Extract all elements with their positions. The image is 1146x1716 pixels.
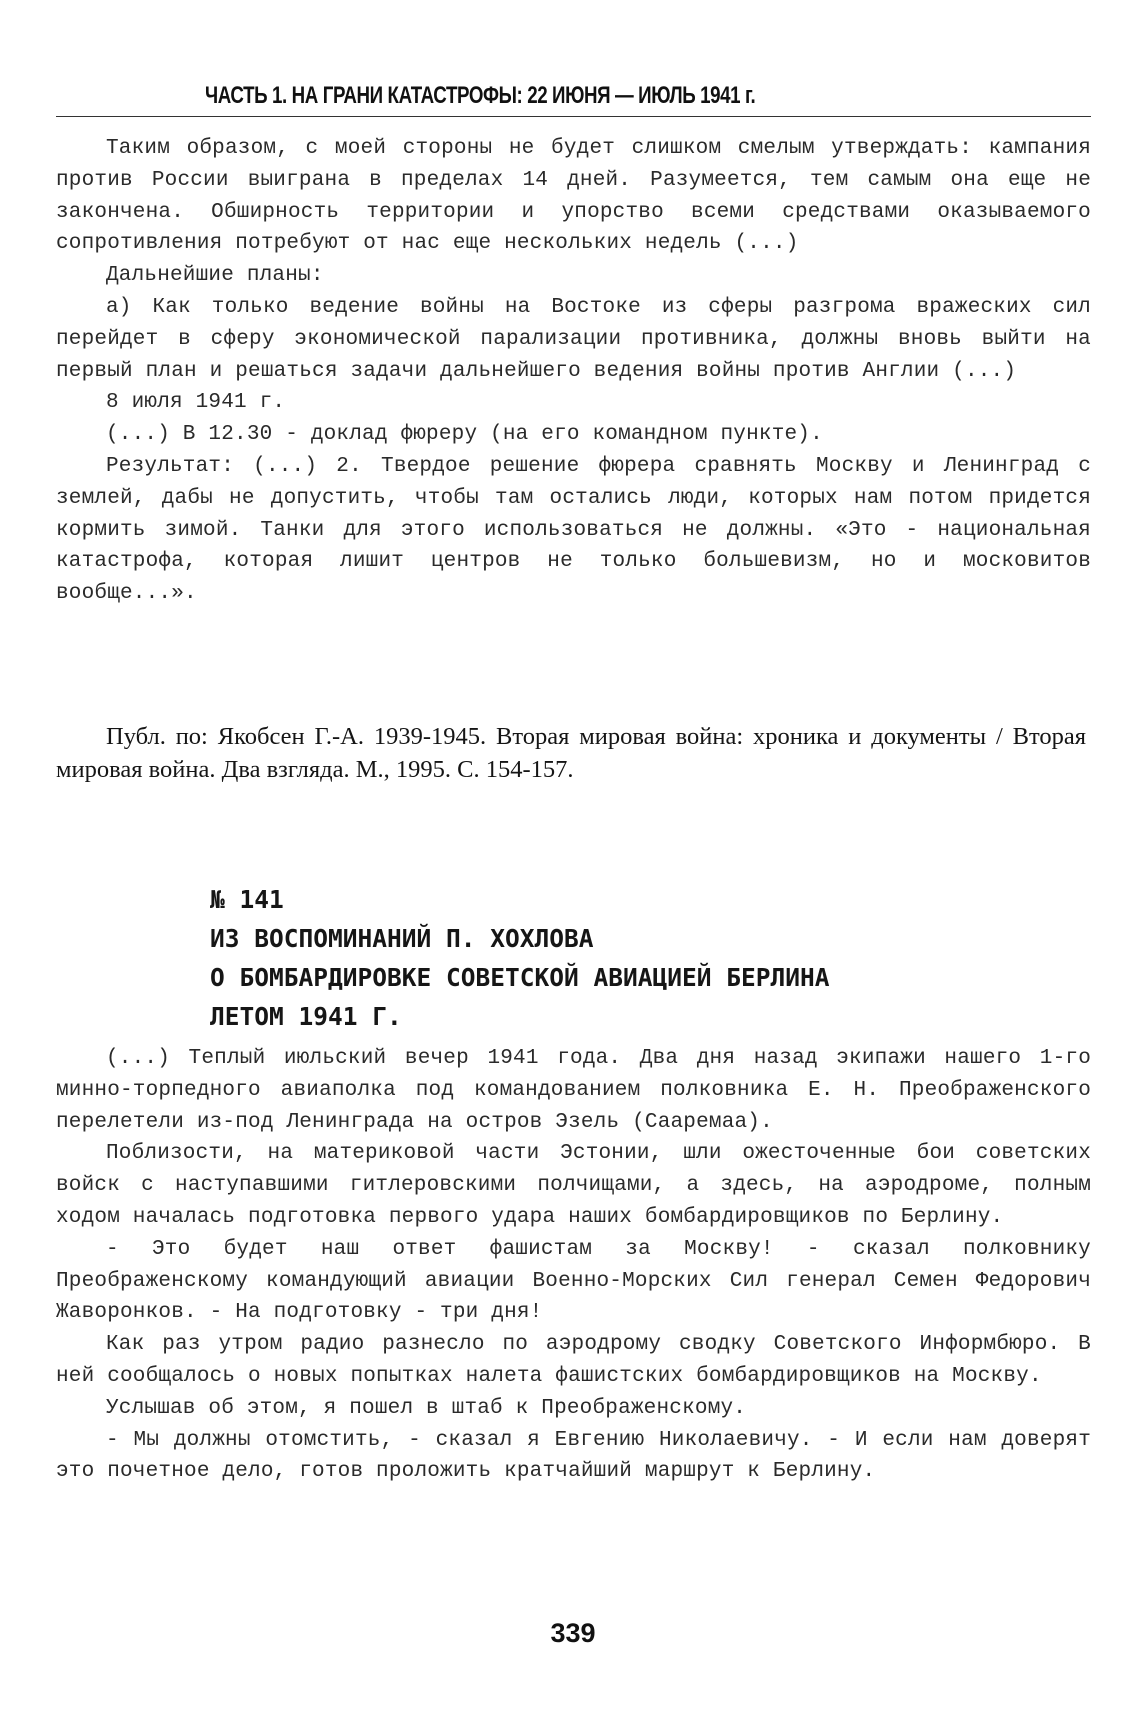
paragraph: - Мы должны отомстить, - сказал я Евгению Николаевичу. - И если нам доверят это почетное дело, готов проложить кратчайший маршрут к Берлину. bbox=[56, 1428, 1091, 1484]
paragraph: Как раз утром радио разнесло по аэродрому сводку Советского Информбюро. В ней сообщалось о новых попытках налета фашистских бомбардировщиков на Москву. bbox=[56, 1333, 1091, 1388]
document-title-line: О БОМБАРДИРОВКЕ СОВЕТСКОЙ АВИАЦИЕЙ БЕРЛИНА bbox=[210, 963, 830, 992]
document-heading bbox=[210, 880, 1110, 1036]
paragraph: 8 июля 1941 г. bbox=[106, 391, 286, 415]
diary-excerpt bbox=[56, 133, 1091, 610]
paragraph: (...) Теплый июльский вечер 1941 года. Два дня назад экипажи нашего 1-го минно-торпедного авиаполка под командованием полковника Е. Н. Преображенского перелетели из-под Ленинграда на остров Эзель (Сааремаа). bbox=[56, 1047, 1091, 1134]
page-number: 339 bbox=[550, 1618, 596, 1648]
publication-source: Публ. по: Якобсен Г.-А. 1939-1945. Вторая мировая война: хроника и документы / Вторая мировая война. Два взгляда. М., 1995. С. 154-157. bbox=[56, 723, 1086, 783]
paragraph: Поблизости, на материковой части Эстонии, шли ожесточенные бои советских войск с наступавшими гитлеровскими полчищами, а здесь, на аэродроме, полным ходом началась подготовка первого удара наших бомбардировщиков по Берлину. bbox=[56, 1142, 1091, 1229]
document-title-line: ЛЕТОМ 1941 Г. bbox=[210, 1002, 402, 1031]
paragraph: Услышав об этом, я пошел в штаб к Преображенскому. bbox=[106, 1396, 747, 1420]
document-number: № 141 bbox=[210, 885, 284, 914]
paragraph: (...) В 12.30 - доклад фюреру (на его командном пункте). bbox=[106, 423, 823, 447]
paragraph: Результат: (...) 2. Твердое решение фюрера сравнять Москву и Ленинград с землей, дабы не допустить, чтобы там остались люди, которых нам потом придется кормить зимой. Танки для этого использоваться не должны. «Это - национальная катастрофа, которая лишит центров не только большевизм, но и московитов вообще...». bbox=[56, 454, 1091, 606]
header-rule bbox=[56, 116, 1091, 117]
paragraph: Дальнейшие планы: bbox=[106, 264, 324, 288]
paragraph: а) Как только ведение войны на Востоке из сферы разгрома вражеских сил перейдет в сферу экономической парализации противника, должны вновь выйти на первый план и решаться задачи дальнейшего ведения войны против Англии (...) bbox=[56, 295, 1091, 383]
memoir-text bbox=[56, 1043, 1091, 1488]
document-title-line: ИЗ ВОСПОМИНАНИЙ П. ХОХЛОВА bbox=[210, 924, 594, 953]
running-header: ЧАСТЬ 1. НА ГРАНИ КАТАСТРОФЫ: 22 ИЮНЯ — ИЮЛЬ 1941 г. bbox=[205, 82, 756, 109]
paragraph: - Это будет наш ответ фашистам за Москву! - сказал полковнику Преображенскому командующий авиации Военно-Морских Сил генерал Семен Федорович Жаворонков. - На подготовку - три дня! bbox=[56, 1237, 1091, 1325]
paragraph: Таким образом, с моей стороны не будет слишком смелым утверждать: кампания против России выиграна в пределах 14 дней. Разумеется, тем самым она еще не закончена. Обширность территории и упорство всеми средствами оказываемого сопротивления потребуют от нас еще нескольких недель (...) bbox=[56, 137, 1091, 256]
